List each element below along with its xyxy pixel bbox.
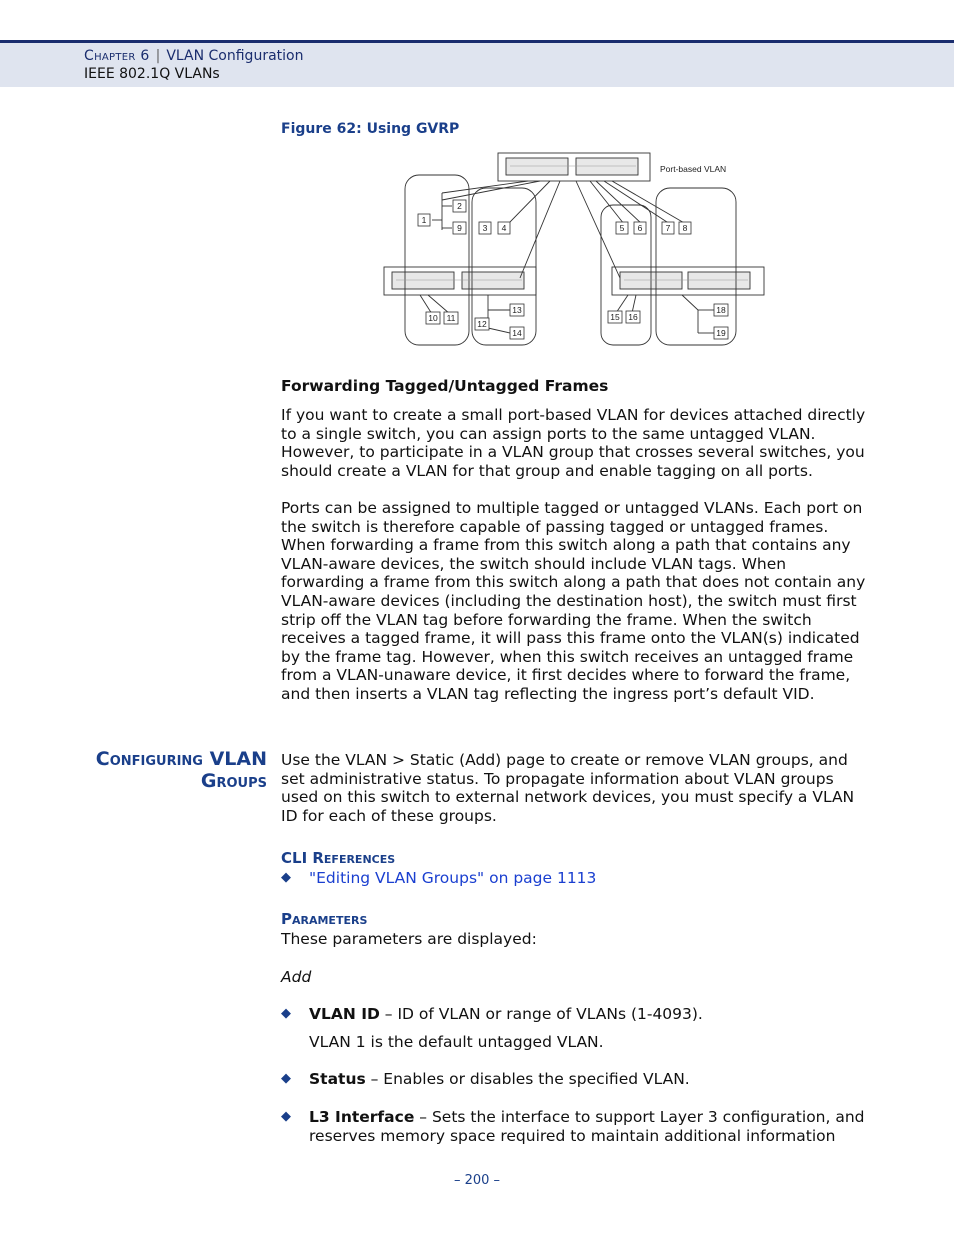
- configuring-intro: Use the VLAN > Static (Add) page to create or remove VLAN groups, and set administrative status. To propagate information about VLAN groups used on this switch to external network devices, you must specify a VLAN ID for each of these groups.: [281, 751, 855, 825]
- cli-references-heading: CLI References: [281, 849, 396, 867]
- chapter-title: VLAN Configuration: [166, 48, 304, 64]
- chapter-number: Chapter 6: [84, 48, 150, 64]
- diagram-label-14: 14: [512, 328, 522, 338]
- diagram-label-3: 3: [482, 223, 488, 233]
- add-label: Add: [281, 968, 312, 986]
- diagram-label-15: 15: [610, 312, 620, 322]
- diagram-label-1: 1: [421, 215, 427, 225]
- diagram-label-16: 16: [628, 312, 638, 322]
- forwarding-paragraph-1: If you want to create a small port-based VLAN for devices attached directly to a single switch, you can assign ports to the same untagged VLAN. However, to participate in a VLAN group that crosses several switches, you should create a VLAN for that group and enable tagging on all ports.: [281, 406, 866, 480]
- forwarding-paragraph-2: Ports can be assigned to multiple tagged or untagged VLANs. Each port on the switch is therefore capable of passing tagged or untagged frames. When forwarding a frame from this switch along a path that contains any VLAN-aware devices, the switch should include VLAN tags. When forwarding a frame from this switch along a path that does not contain any VLAN-aware devices (including the destination host), the switch must first strip off the VLAN tag before forwarding the frame. When the switch receives a tagged frame, it will pass this frame onto the VLAN(s) indicated by the frame tag. However, when this switch receives an untagged frame from a VLAN-unaware device, it first decides where to forward the frame, and then inserts a VLAN tag reflecting the ingress port’s default VID.: [281, 499, 866, 703]
- diamond-bullet-icon: ◆: [281, 1006, 291, 1021]
- diamond-bullet-icon: ◆: [281, 1071, 291, 1086]
- param-desc: – Sets the interface to support Layer 3 configuration, and reserves memory space required to maintain additional information: [309, 1108, 865, 1145]
- diagram-label-19: 19: [716, 328, 726, 338]
- section-title: IEEE 802.1Q VLANs: [84, 66, 220, 82]
- param-desc: – ID of VLAN or range of VLANs (1-4093).: [379, 1005, 703, 1023]
- param-text: [309, 1005, 871, 1024]
- diagram-label-6: 6: [637, 223, 643, 233]
- diagram-label-11: 11: [446, 313, 456, 323]
- diagram-label-5: 5: [619, 223, 625, 233]
- param-desc: – Enables or disables the specified VLAN.: [365, 1070, 690, 1088]
- page-header: [0, 40, 954, 87]
- configuring-vlan-groups-heading: [60, 748, 267, 792]
- diagram-label-9: 9: [457, 223, 462, 233]
- param-term: L3 Interface: [309, 1108, 415, 1126]
- diamond-bullet-icon: ◆: [281, 1109, 291, 1124]
- figure-caption: Figure 62: Using GVRP: [281, 121, 460, 137]
- diagram-label-12: 12: [477, 319, 487, 329]
- header-separator: |: [155, 48, 161, 64]
- diagram-label-7: 7: [665, 223, 671, 233]
- diagram-label-8: 8: [682, 223, 688, 233]
- param-text: [309, 1108, 871, 1145]
- chapter-heading: [84, 48, 303, 64]
- gvrp-diagram: [380, 148, 780, 354]
- vlan1-note: VLAN 1 is the default untagged VLAN.: [309, 1033, 604, 1051]
- diagram-label-13: 13: [512, 305, 522, 315]
- side-heading-line-2: Groups: [200, 770, 267, 792]
- cli-reference-link[interactable]: "Editing VLAN Groups" on page 1113: [309, 869, 597, 887]
- diamond-bullet-icon: ◆: [281, 870, 291, 885]
- page-number: – 200 –: [453, 1173, 501, 1188]
- diagram-label-10: 10: [428, 313, 438, 323]
- side-heading-line-1: Configuring VLAN: [95, 748, 267, 770]
- forwarding-heading: Forwarding Tagged/Untagged Frames: [281, 377, 609, 395]
- param-term: VLAN ID: [309, 1005, 380, 1023]
- param-text: [309, 1070, 871, 1089]
- diagram-label-18: 18: [716, 305, 726, 315]
- parameters-intro: These parameters are displayed:: [281, 930, 537, 948]
- port-based-vlan-label: Port-based VLAN: [660, 164, 727, 174]
- diagram-label-4: 4: [501, 223, 507, 233]
- diagram-label-2: 2: [457, 201, 462, 211]
- parameters-heading: Parameters: [281, 910, 368, 928]
- param-term: Status: [309, 1070, 366, 1088]
